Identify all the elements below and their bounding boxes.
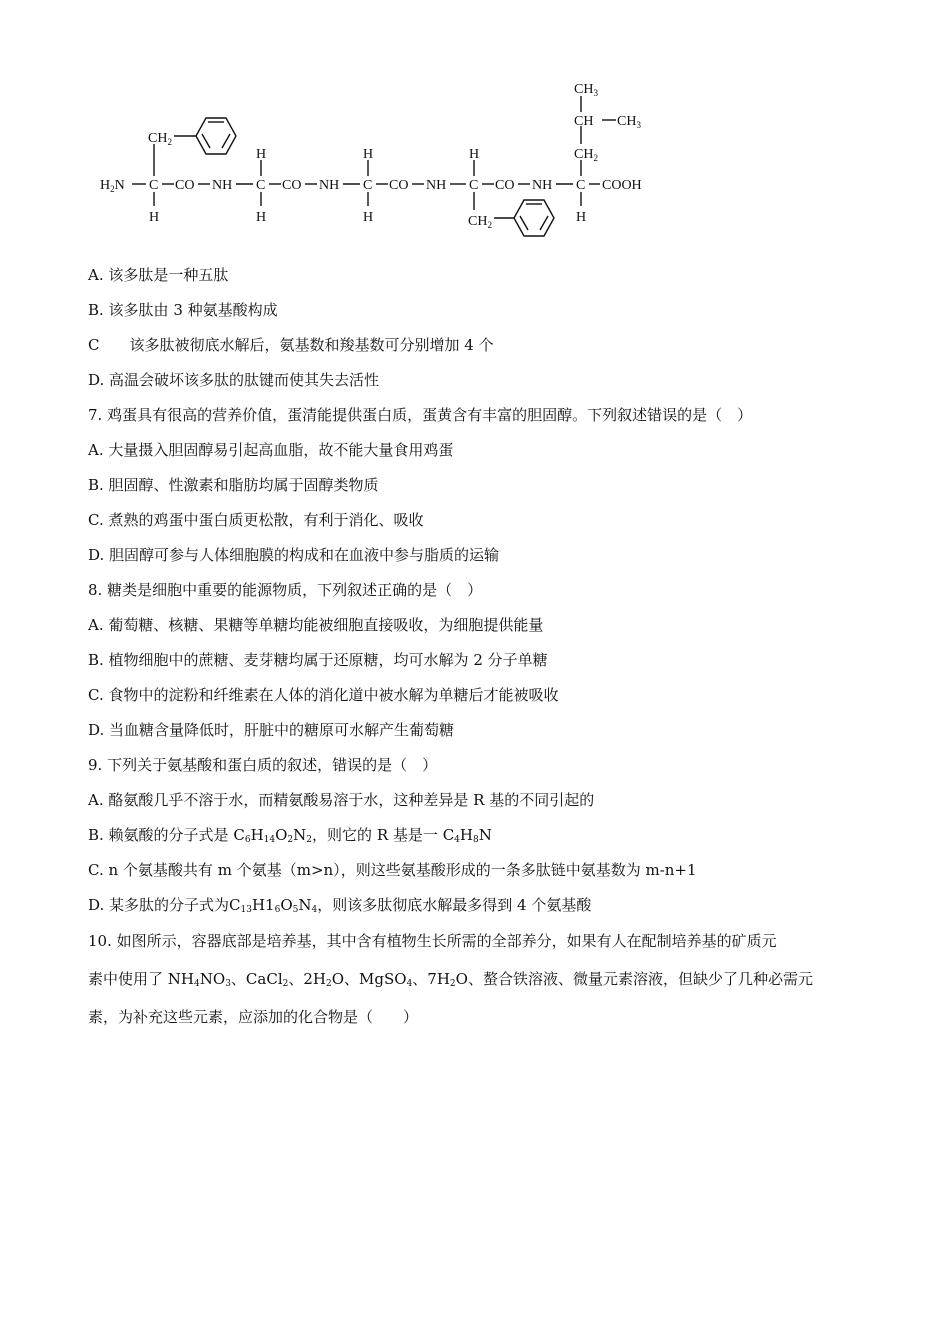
q7-option-b-text: B. 胆固醇、性激素和脂肪均属于固醇类物质 [88, 476, 379, 494]
q6-option-b-num: 3 [173, 301, 183, 319]
q6-option-c-text: 该多肽被彻底水解后，氨基数和羧基数可分别增加 [129, 336, 460, 354]
q9-option-a-text: A. 酪氨酸几乎不溶于水，而精氨酸易溶于水，这种差异是 [88, 791, 469, 809]
q6-option-a [88, 264, 228, 286]
svg-text:CO: CO [389, 178, 409, 193]
q6-option-a-text: A. 该多肽是一种五肽 [88, 266, 229, 284]
q8-option-b-text: B. 植物细胞中的蔗糖、麦芽糖均属于还原糖，均可水解为 [88, 651, 469, 669]
q8-option-c [88, 684, 558, 706]
q6-option-c-text-2: 个 [478, 336, 494, 354]
q8-option-a [88, 614, 543, 636]
q10-line-2-text-2: 、螯合铁溶液、微量元素溶液，但缺少了几种必需元 [467, 970, 813, 988]
svg-text:NH: NH [319, 178, 340, 193]
q9-option-d-num: 4 [517, 896, 527, 914]
svg-text:CH2: $CH_2$ [574, 147, 598, 163]
q6-option-d [88, 369, 379, 391]
q10-chemicals: $NH_4NO_3$、CaCl$_2$、$2H_2O$、MgSO$_4$、$7H_2O$ [167, 970, 468, 989]
q8-option-a-text: A. 葡萄糖、核糖、果糖等单糖均能被细胞直接吸收，为细胞提供能量 [88, 616, 544, 634]
svg-text:CO: CO [175, 178, 195, 193]
q10-line-1 [88, 930, 777, 952]
q6-option-c-num: 4 [464, 336, 474, 354]
q7-option-c-text: C. 煮熟的鸡蛋中蛋白质更松散，有利于消化、吸收 [88, 511, 424, 529]
q9-stem-text: 9. 下列关于氨基酸和蛋白质的叙述，错误的是（ ） [88, 756, 438, 774]
q7-option-a-text: A. 大量摄入胆固醇易引起高血脂，故不能大量食用鸡蛋 [88, 441, 454, 459]
svg-text:H: H [149, 210, 160, 225]
q9-option-b-text-2: ，则它的 [312, 826, 373, 844]
q9-option-a-r: R [473, 791, 485, 809]
svg-text:CH2: $CH_2$ [468, 214, 492, 230]
q8-option-b [88, 649, 548, 671]
q7-stem-text: 7. 鸡蛋具有很高的营养价值，蛋清能提供蛋白质，蛋黄含有丰富的胆固醇。下列叙述错误的是（ ） [88, 406, 753, 424]
q8-stem [88, 579, 482, 601]
q9-option-a [88, 789, 594, 811]
svg-text:CH3: $CH_3$ [617, 114, 641, 130]
q9-option-c [88, 859, 697, 881]
q10-line-3 [88, 1006, 418, 1028]
q7-option-c [88, 509, 423, 531]
q9-option-c-expr: m-n+1 [645, 861, 697, 879]
q8-stem-text: 8. 糖类是细胞中重要的能源物质，下列叙述正确的是（ ） [88, 581, 483, 599]
svg-text:C: C [469, 178, 479, 193]
q9-option-b-text: B. 赖氨酸的分子式是 [88, 826, 229, 844]
q7-option-a [88, 439, 453, 461]
q8-option-b-text-2: 分子单糖 [487, 651, 548, 669]
q6-option-d-text: D. 高温会破坏该多肽的肽键而使其失去活性 [88, 371, 380, 389]
peptide-structure-svg [96, 72, 676, 248]
q6-option-b-text: B. 该多肽由 [88, 301, 169, 319]
peptide-structure-figure [96, 72, 676, 248]
svg-text:H2N: $H_2N$ [100, 178, 125, 194]
svg-text:CO: CO [282, 178, 302, 193]
svg-text:H: H [363, 210, 374, 225]
q9-option-b [88, 824, 492, 846]
q10-line-3-text: 素，为补充这些元素，应添加的化合物是（ ） [88, 1008, 419, 1026]
q9-option-d-text-2: ，则该多肽彻底水解最多得到 [317, 896, 513, 914]
q8-option-d-text: D. 当血糖含量降低时，肝脏中的糖原可水解产生葡萄糖 [88, 721, 455, 739]
q9-option-b-formula: $C_6H_{14}O_2N_2$ [233, 826, 313, 845]
q10-line-2-text: 素中使用了 [88, 970, 164, 988]
q6-option-c-label: C [88, 336, 100, 354]
structure-labels [100, 82, 642, 230]
q8-option-b-num: 2 [473, 651, 483, 669]
q8-option-d [88, 719, 454, 741]
svg-text:NH: NH [212, 178, 233, 193]
q6-option-b-text-2: 种氨基酸构成 [187, 301, 278, 319]
q9-option-d-text: D. 某多肽的分子式为 [88, 896, 230, 914]
q10-line-2 [88, 968, 813, 990]
svg-text:H: H [469, 147, 480, 162]
svg-text:NH: NH [532, 178, 553, 193]
svg-text:C: C [576, 178, 586, 193]
q9-option-c-text-2: 个氨基（m>n），则这些氨基酸形成的一条多肽链中氨基数为 [236, 861, 641, 879]
q6-option-b [88, 299, 278, 321]
q9-option-d [88, 894, 591, 916]
q6-option-c [88, 334, 494, 356]
svg-text:C: C [256, 178, 266, 193]
q7-option-d-text: D. 胆固醇可参与人体细胞膜的构成和在血液中参与脂质的运输 [88, 546, 500, 564]
q7-stem [88, 404, 752, 426]
q10-line-1-text: 10. 如图所示，容器底部是培养基，其中含有植物生长所需的全部养分，如果有人在配制培养基的矿质元 [88, 932, 777, 950]
q9-option-d-formula: $C_{13}H1_6O_5N_4$ [229, 896, 318, 915]
q9-option-b-r: R [376, 826, 389, 844]
svg-text:H: H [576, 210, 587, 225]
svg-text:H: H [256, 147, 267, 162]
q7-option-b [88, 474, 379, 496]
svg-text:H: H [256, 210, 267, 225]
svg-text:NH: NH [426, 178, 447, 193]
q9-option-c-m: m [217, 861, 232, 879]
q9-option-b-r-formula: $C_4H_8N$ [442, 826, 492, 845]
svg-text:CH2: $CH_2$ [148, 131, 172, 147]
q8-option-c-text: C. 食物中的淀粉和纤维素在人体的消化道中被水解为单糖后才能被吸收 [88, 686, 559, 704]
q9-option-c-text: 个氨基酸共有 [122, 861, 213, 879]
svg-text:CH: CH [574, 114, 594, 129]
svg-text:CH3: $CH_3$ [574, 82, 598, 98]
svg-text:C: C [149, 178, 159, 193]
svg-text:C: C [363, 178, 373, 193]
svg-text:H: H [363, 147, 374, 162]
q7-option-d [88, 544, 499, 566]
q9-option-b-text-3: 基是一 [392, 826, 438, 844]
q9-stem [88, 754, 437, 776]
svg-text:COOH: COOH [602, 178, 642, 193]
q9-option-d-text-3: 个氨基酸 [531, 896, 592, 914]
q9-option-a-text-2: 基的不同引起的 [489, 791, 595, 809]
svg-text:CO: CO [495, 178, 515, 193]
q9-option-c-n: C. n [88, 861, 119, 879]
